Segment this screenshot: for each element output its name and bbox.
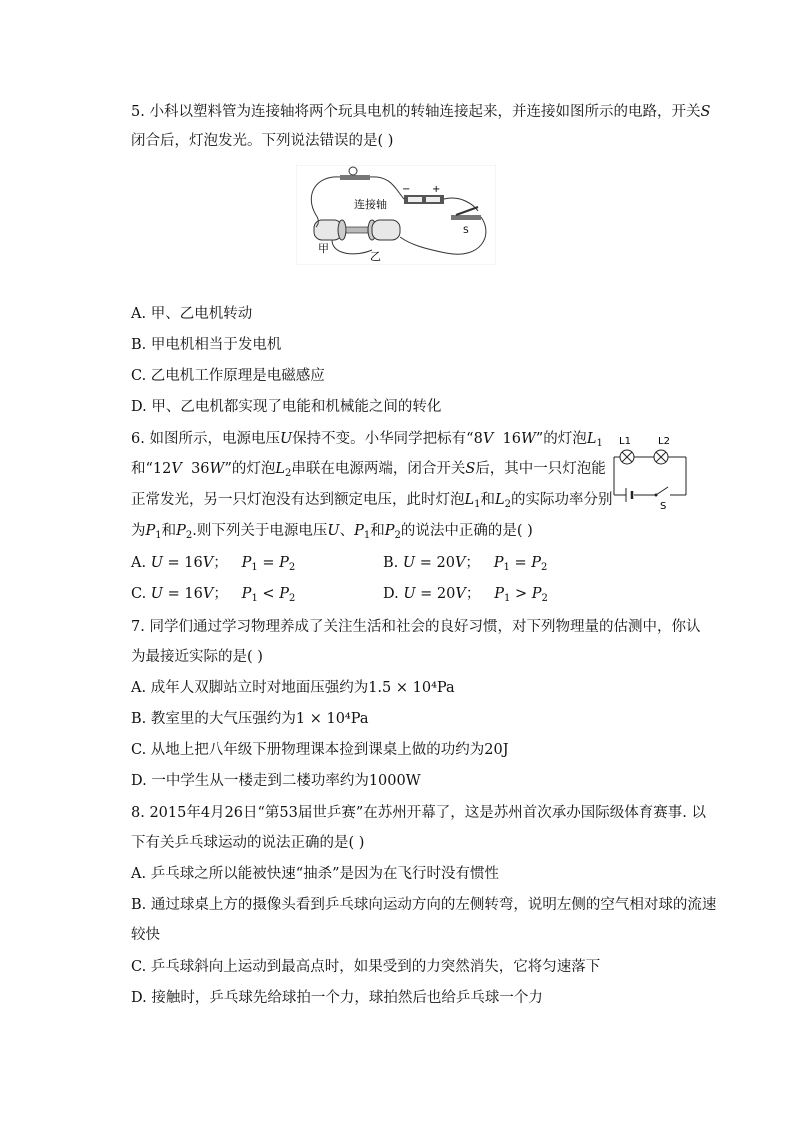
q7-option-a: A. 成年人双脚站立时对地面压强约为1.5 × 10⁴Pa	[131, 680, 455, 696]
q5-option-d: D. 甲、乙电机都实现了电能和机械能之间的转化	[131, 399, 442, 415]
q8-option-d: D. 接触时，乒乓球先给球拍一个力，球拍然后也给乒乓球一个力	[131, 990, 543, 1006]
q7-option-d: D. 一中学生从一楼走到二楼功率约为1000W	[131, 773, 421, 789]
q6-series-circuit-figure	[610, 430, 690, 510]
q7-option-c: C. 从地上把八年级下册物理课本捡到课桌上做的功约为20J	[131, 742, 509, 758]
battery-plus-label: +	[432, 184, 441, 195]
connecting-axis-icon	[346, 227, 368, 233]
q5-stem-line2: 闭合后，灯泡发光。下列说法错误的是( )	[131, 133, 394, 149]
motor-jia-icon	[314, 220, 346, 240]
battery-minus-label: −	[402, 184, 411, 195]
switch-label: S	[463, 226, 469, 236]
switch-icon	[655, 487, 668, 496]
q8-stem-line2: 下有关乒乓球运动的说法正确的是( )	[131, 835, 365, 851]
lamp-l2-icon	[654, 450, 668, 464]
q8-option-a: A. 乒乓球之所以能被快速“抽杀”是因为在飞行时没有惯性	[131, 866, 500, 882]
motor-yi-label: 乙	[370, 250, 381, 263]
q6-option-a: A. U = 16V； $P_1 = P_2$	[131, 555, 296, 573]
q7-stem-line1: 7. 同学们通过学习物理养成了关注生活和社会的良好习惯，对下列物理量的估测中，你认	[131, 619, 701, 635]
q5-stem-text: 5. 小科以塑料管为连接轴将两个玩具电机的转轴连接起来，并连接如图所示的电路，开关	[131, 104, 701, 120]
motor-yi-icon	[368, 220, 400, 240]
q8-option-b-line2: 较快	[131, 927, 160, 943]
motor-jia-label: 甲	[318, 242, 329, 255]
q6-option-d: D. U = 20V； $P_1 > P_2$	[383, 586, 548, 604]
axis-label: 连接轴	[354, 198, 387, 211]
lamp-l1-label: L1	[619, 436, 631, 447]
q6-option-b: B. U = 20V； $P_1 = P_2$	[383, 555, 548, 573]
q6-stem-line3: 正常发光，另一只灯泡没有达到额定电压，此时灯泡$L_1$和$L_2$的实际功率分别	[131, 492, 613, 510]
q6-stem-line2: 和“12V 36W”的灯泡$L_2$串联在电源两端，闭合开关S后，其中一只灯泡能	[131, 461, 606, 479]
q6-option-c: C. U = 16V； $P_1 < P_2$	[131, 586, 296, 604]
lamp-l1-icon	[620, 450, 634, 464]
battery-icon	[626, 488, 632, 502]
q5-option-c: C. 乙电机工作原理是电磁感应	[131, 368, 325, 384]
q5-switch-var: S	[700, 104, 711, 120]
q8-option-b-line1: B. 通过球桌上方的摄像头看到乒乓球向运动方向的左侧转弯，说明左侧的空气相对球的流速	[131, 897, 717, 913]
q8-option-c: C. 乒乓球斜向上运动到最高点时，如果受到的力突然消失，它将匀速落下	[131, 959, 601, 975]
q8-stem-line1: 8. 2015年4月26日“第53届世乒赛”在苏州开幕了，这是苏州首次承办国际级体育赛事. 以	[131, 805, 707, 821]
q7-option-b: B. 教室里的大气压强约为1 × 10⁴Pa	[131, 711, 369, 727]
switch-label: S	[660, 501, 667, 510]
q5-stem-line1	[131, 102, 710, 122]
q7-stem-line2: 为最接近实际的是( )	[131, 649, 263, 665]
q5-motor-circuit-figure	[296, 165, 496, 265]
lamp-l2-label: L2	[658, 436, 670, 447]
battery-icon	[404, 195, 444, 204]
q5-option-a: A. 甲、乙电机转动	[131, 306, 253, 322]
q6-stem-line1: 6. 如图所示，电源电压U保持不变。小华同学把标有“8V 16W”的灯泡$L_1$	[131, 431, 603, 449]
q5-option-b: B. 甲电机相当于发电机	[131, 337, 282, 353]
q6-stem-line4: 为$P_1$和$P_2$.则下列关于电源电压U、$P_1$和$P_2$的说法中正确的是( )	[131, 523, 533, 541]
